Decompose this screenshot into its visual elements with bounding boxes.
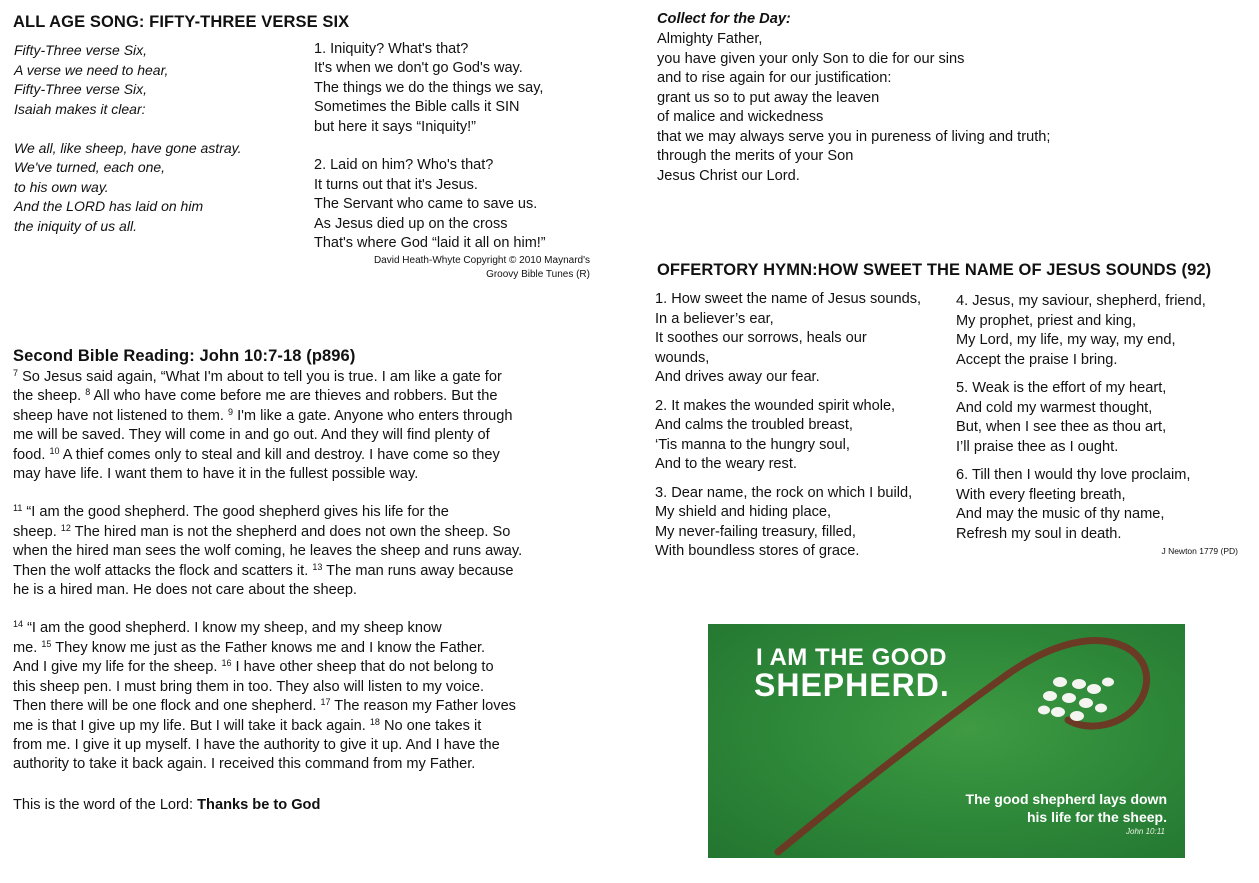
text-line: 2. Laid on him? Who's that?	[314, 157, 494, 174]
image-caption	[966, 790, 1167, 826]
text-line: Almighty Father,	[657, 31, 763, 47]
hymn-stanza	[956, 379, 1206, 457]
text-line: 1. Iniquity? What's that?	[314, 41, 469, 57]
hymn-line: With boundless stores of grace.	[655, 543, 860, 559]
image-caption-line2: his life for the sheep.	[1026, 809, 1167, 825]
hymn-line: It soothes our sorrows, heals our	[655, 330, 867, 346]
text-line: The Servant who came to save us.	[314, 196, 538, 213]
song-chorus	[14, 41, 242, 236]
sheep-flock-icon	[1038, 677, 1114, 721]
hymn-line: I’ll praise thee as I ought.	[956, 438, 1119, 455]
reading-line	[13, 755, 573, 774]
hymn-line: ‘Tis manna to the hungry soul,	[655, 436, 850, 453]
hymn-stanza	[655, 397, 921, 475]
hymn-column-2	[956, 292, 1206, 553]
text-line: A verse we need to hear,	[14, 61, 169, 78]
verse-text: Then the wolf attacks the flock and scatters it.	[13, 562, 313, 579]
text-line: We've turned, each one,	[14, 159, 166, 175]
verse-number: 17	[320, 697, 331, 708]
hymn-line: 3. Dear name, the rock on which I build,	[655, 484, 913, 501]
verse-number: 16	[221, 658, 232, 669]
verse-number: 9	[228, 406, 234, 417]
text-line: The things we do the things we say,	[314, 79, 544, 96]
text-line: It's when we don't go God's way.	[314, 60, 523, 77]
verse-text: from me. I give it up myself. I have the authority to give it up. And I have the	[13, 736, 500, 753]
verse-text: he is a hired man. He does not care about the sheep.	[13, 582, 357, 599]
response-bold: Thanks be to God	[197, 797, 321, 813]
hymn-line: And calms the troubled breast,	[655, 417, 853, 433]
text-line: of malice and wickedness	[657, 109, 824, 125]
reading-line	[13, 387, 573, 406]
reading-line	[13, 542, 573, 561]
shepherd-image	[708, 624, 1185, 858]
text-line: Fifty-Three verse Six,	[14, 42, 148, 58]
hymn-line: wounds,	[655, 349, 710, 366]
verse-number: 18	[369, 716, 380, 727]
image-caption-line1: The good shepherd lays down	[965, 791, 1167, 807]
reading-line	[13, 717, 573, 736]
text-line: and to rise again for our justification:	[657, 70, 892, 86]
hymn-stanza	[655, 484, 921, 562]
hymn-line: In a believer’s ear,	[655, 310, 774, 327]
image-reference: John 10:11	[1126, 827, 1165, 836]
verse-number: 15	[41, 638, 52, 649]
reading-line	[13, 446, 573, 465]
text-line: to his own way.	[14, 178, 109, 195]
verse-text: They know me just as the Father knows me and I know the Father.	[51, 639, 486, 656]
verse-text: me is that I give up my life. But I will take it back again.	[13, 717, 370, 734]
text-line	[314, 137, 546, 156]
reading-line	[13, 368, 573, 387]
verse-number: 7	[13, 368, 19, 378]
reading-line	[13, 465, 573, 484]
text-line: That's where God “laid it all on him!”	[314, 235, 546, 252]
verse-text: I have other sheep that do not belong to	[231, 659, 494, 676]
verse-text: The reason my Father loves	[330, 698, 516, 715]
verse-text: The man runs away because	[322, 562, 514, 579]
reading-line	[13, 678, 573, 697]
verse-text: All who have come before me are thieves and robbers. But the	[90, 388, 498, 405]
verse-text: me.	[13, 639, 42, 656]
text-line: you have given your only Son to die for our sins	[657, 50, 965, 67]
reading-line	[13, 619, 573, 638]
verse-text: when the hired man sees the wolf coming, he leaves the sheep and runs away.	[13, 543, 523, 560]
hymn-stanza	[956, 292, 1206, 370]
verse-text: And I give my life for the sheep.	[13, 659, 222, 676]
song-credit	[300, 254, 590, 282]
text-line: the iniquity of us all.	[14, 217, 137, 234]
reading-line	[13, 426, 573, 445]
hymn-stanza	[655, 290, 921, 388]
hymn-line: And may the music of thy name,	[956, 506, 1165, 522]
response-text: This is the word of the Lord:	[13, 797, 198, 813]
verse-text: authority to take it back again. I received this command from my Father.	[13, 756, 476, 773]
verse-text: food.	[13, 446, 50, 463]
text-line	[14, 119, 242, 139]
reading-line	[13, 639, 573, 658]
reading-line	[13, 523, 573, 542]
hymn-line: My never-failing treasury, filled,	[655, 523, 856, 540]
song-credit-line1: David Heath-Whyte Copyright © 2010 Maynard's	[373, 255, 590, 266]
reading-line	[13, 658, 573, 677]
collect-body	[657, 30, 1050, 186]
hymn-line: Refresh my soul in death.	[956, 525, 1122, 542]
hymn-line: My shield and hiding place,	[655, 504, 832, 520]
collect-title: Collect for the Day:	[657, 11, 791, 27]
reading-paragraph-2	[13, 503, 573, 600]
hymn-line: 2. It makes the wounded spirit whole,	[655, 397, 896, 414]
verse-number: 10	[49, 445, 60, 456]
text-line: grant us so to put away the leaven	[657, 89, 880, 106]
verse-text: may have life. I want them to have it in the fullest possible way.	[13, 466, 419, 483]
text-line: but here it says “Iniquity!”	[314, 118, 476, 135]
text-line: Sometimes the Bible calls it SIN	[314, 99, 520, 116]
verse-text: the sheep.	[13, 388, 86, 405]
verse-text: Then there will be one flock and one shepherd.	[13, 698, 321, 715]
reading-body	[13, 368, 573, 794]
hymn-stanza	[956, 466, 1206, 544]
text-line: that we may always serve you in pureness of living and truth;	[657, 128, 1051, 145]
text-line: Jesus Christ our Lord.	[657, 167, 800, 184]
song-title: ALL AGE SONG: FIFTY-THREE VERSE SIX	[13, 13, 350, 31]
hymn-line: And drives away our fear.	[655, 369, 820, 385]
hymn-credit: J Newton 1779 (PD)	[1161, 546, 1238, 556]
hymn-line: 5. Weak is the effort of my heart,	[956, 380, 1167, 396]
reading-paragraph-1	[13, 368, 573, 484]
hymn-line: Accept the praise I bring.	[956, 351, 1118, 368]
text-line: And the LORD has laid on him	[14, 198, 204, 214]
verse-number: 14	[13, 619, 24, 630]
hymn-line: And cold my warmest thought,	[956, 399, 1153, 416]
text-line: As Jesus died up on the cross	[314, 215, 508, 232]
reading-line	[13, 736, 573, 755]
verse-text: No one takes it	[379, 717, 482, 734]
reading-response	[13, 797, 320, 813]
verse-text: The hired man is not the shepherd and does not own the sheep. So	[70, 523, 511, 540]
verse-text: me will be saved. They will come in and go out. And they will find plenty of	[13, 427, 490, 444]
text-line: We all, like sheep, have gone astray.	[14, 139, 242, 156]
verse-number: 13	[312, 561, 323, 572]
text-line: Fifty-Three verse Six,	[14, 81, 148, 97]
text-line: Isaiah makes it clear:	[14, 100, 146, 117]
reading-title: Second Bible Reading: John 10:7-18 (p896)	[13, 347, 356, 365]
verse-number: 11	[13, 503, 23, 514]
verse-text: “I am the good shepherd. The good shepherd gives his life for the	[22, 504, 449, 521]
reading-line	[13, 697, 573, 716]
verse-text: sheep.	[13, 523, 61, 540]
reading-line	[13, 562, 573, 581]
hymn-column-1	[655, 290, 921, 571]
verse-number: 12	[60, 522, 71, 533]
hymn-line: 6. Till then I would thy love proclaim,	[956, 467, 1191, 483]
verse-text: “I am the good shepherd. I know my sheep, and my sheep know	[23, 620, 442, 637]
text-line: It turns out that it's Jesus.	[314, 176, 478, 193]
verse-text: sheep have not listened to them.	[13, 407, 228, 424]
reading-paragraph-3	[13, 619, 573, 774]
hymn-line: 4. Jesus, my saviour, shepherd, friend,	[956, 293, 1206, 309]
hymn-title: OFFERTORY HYMN:HOW SWEET THE NAME OF JESUS SOUNDS (92)	[657, 261, 1212, 279]
reading-line	[13, 581, 573, 600]
text-line: through the merits of your Son	[657, 148, 854, 164]
hymn-line: With every fleeting breath,	[956, 486, 1126, 503]
verse-text: So Jesus said again, “What I'm about to tell you is true. I am like a gate for	[18, 369, 502, 385]
hymn-line: 1. How sweet the name of Jesus sounds,	[655, 291, 922, 307]
reading-line	[13, 503, 573, 522]
verse-text: this sheep pen. I must bring them in too. They also will listen to my voice.	[13, 678, 485, 695]
verse-number: 8	[85, 387, 91, 398]
song-verses	[314, 40, 546, 253]
verse-text: I'm like a gate. Anyone who enters through	[233, 407, 513, 424]
hymn-line: My Lord, my life, my way, my end,	[956, 332, 1176, 348]
verse-text: A thief comes only to steal and kill and destroy. I have come so they	[59, 446, 500, 463]
reading-line	[13, 407, 573, 426]
image-headline-line1: I AM THE GOOD	[756, 644, 947, 671]
hymn-line: But, when I see thee as thou art,	[956, 419, 1167, 435]
image-headline-line2: SHEPHERD.	[754, 667, 950, 703]
hymn-line: My prophet, priest and king,	[956, 312, 1137, 329]
song-credit-line2: Groovy Bible Tunes (R)	[486, 269, 590, 280]
hymn-line: And to the weary rest.	[655, 456, 797, 472]
